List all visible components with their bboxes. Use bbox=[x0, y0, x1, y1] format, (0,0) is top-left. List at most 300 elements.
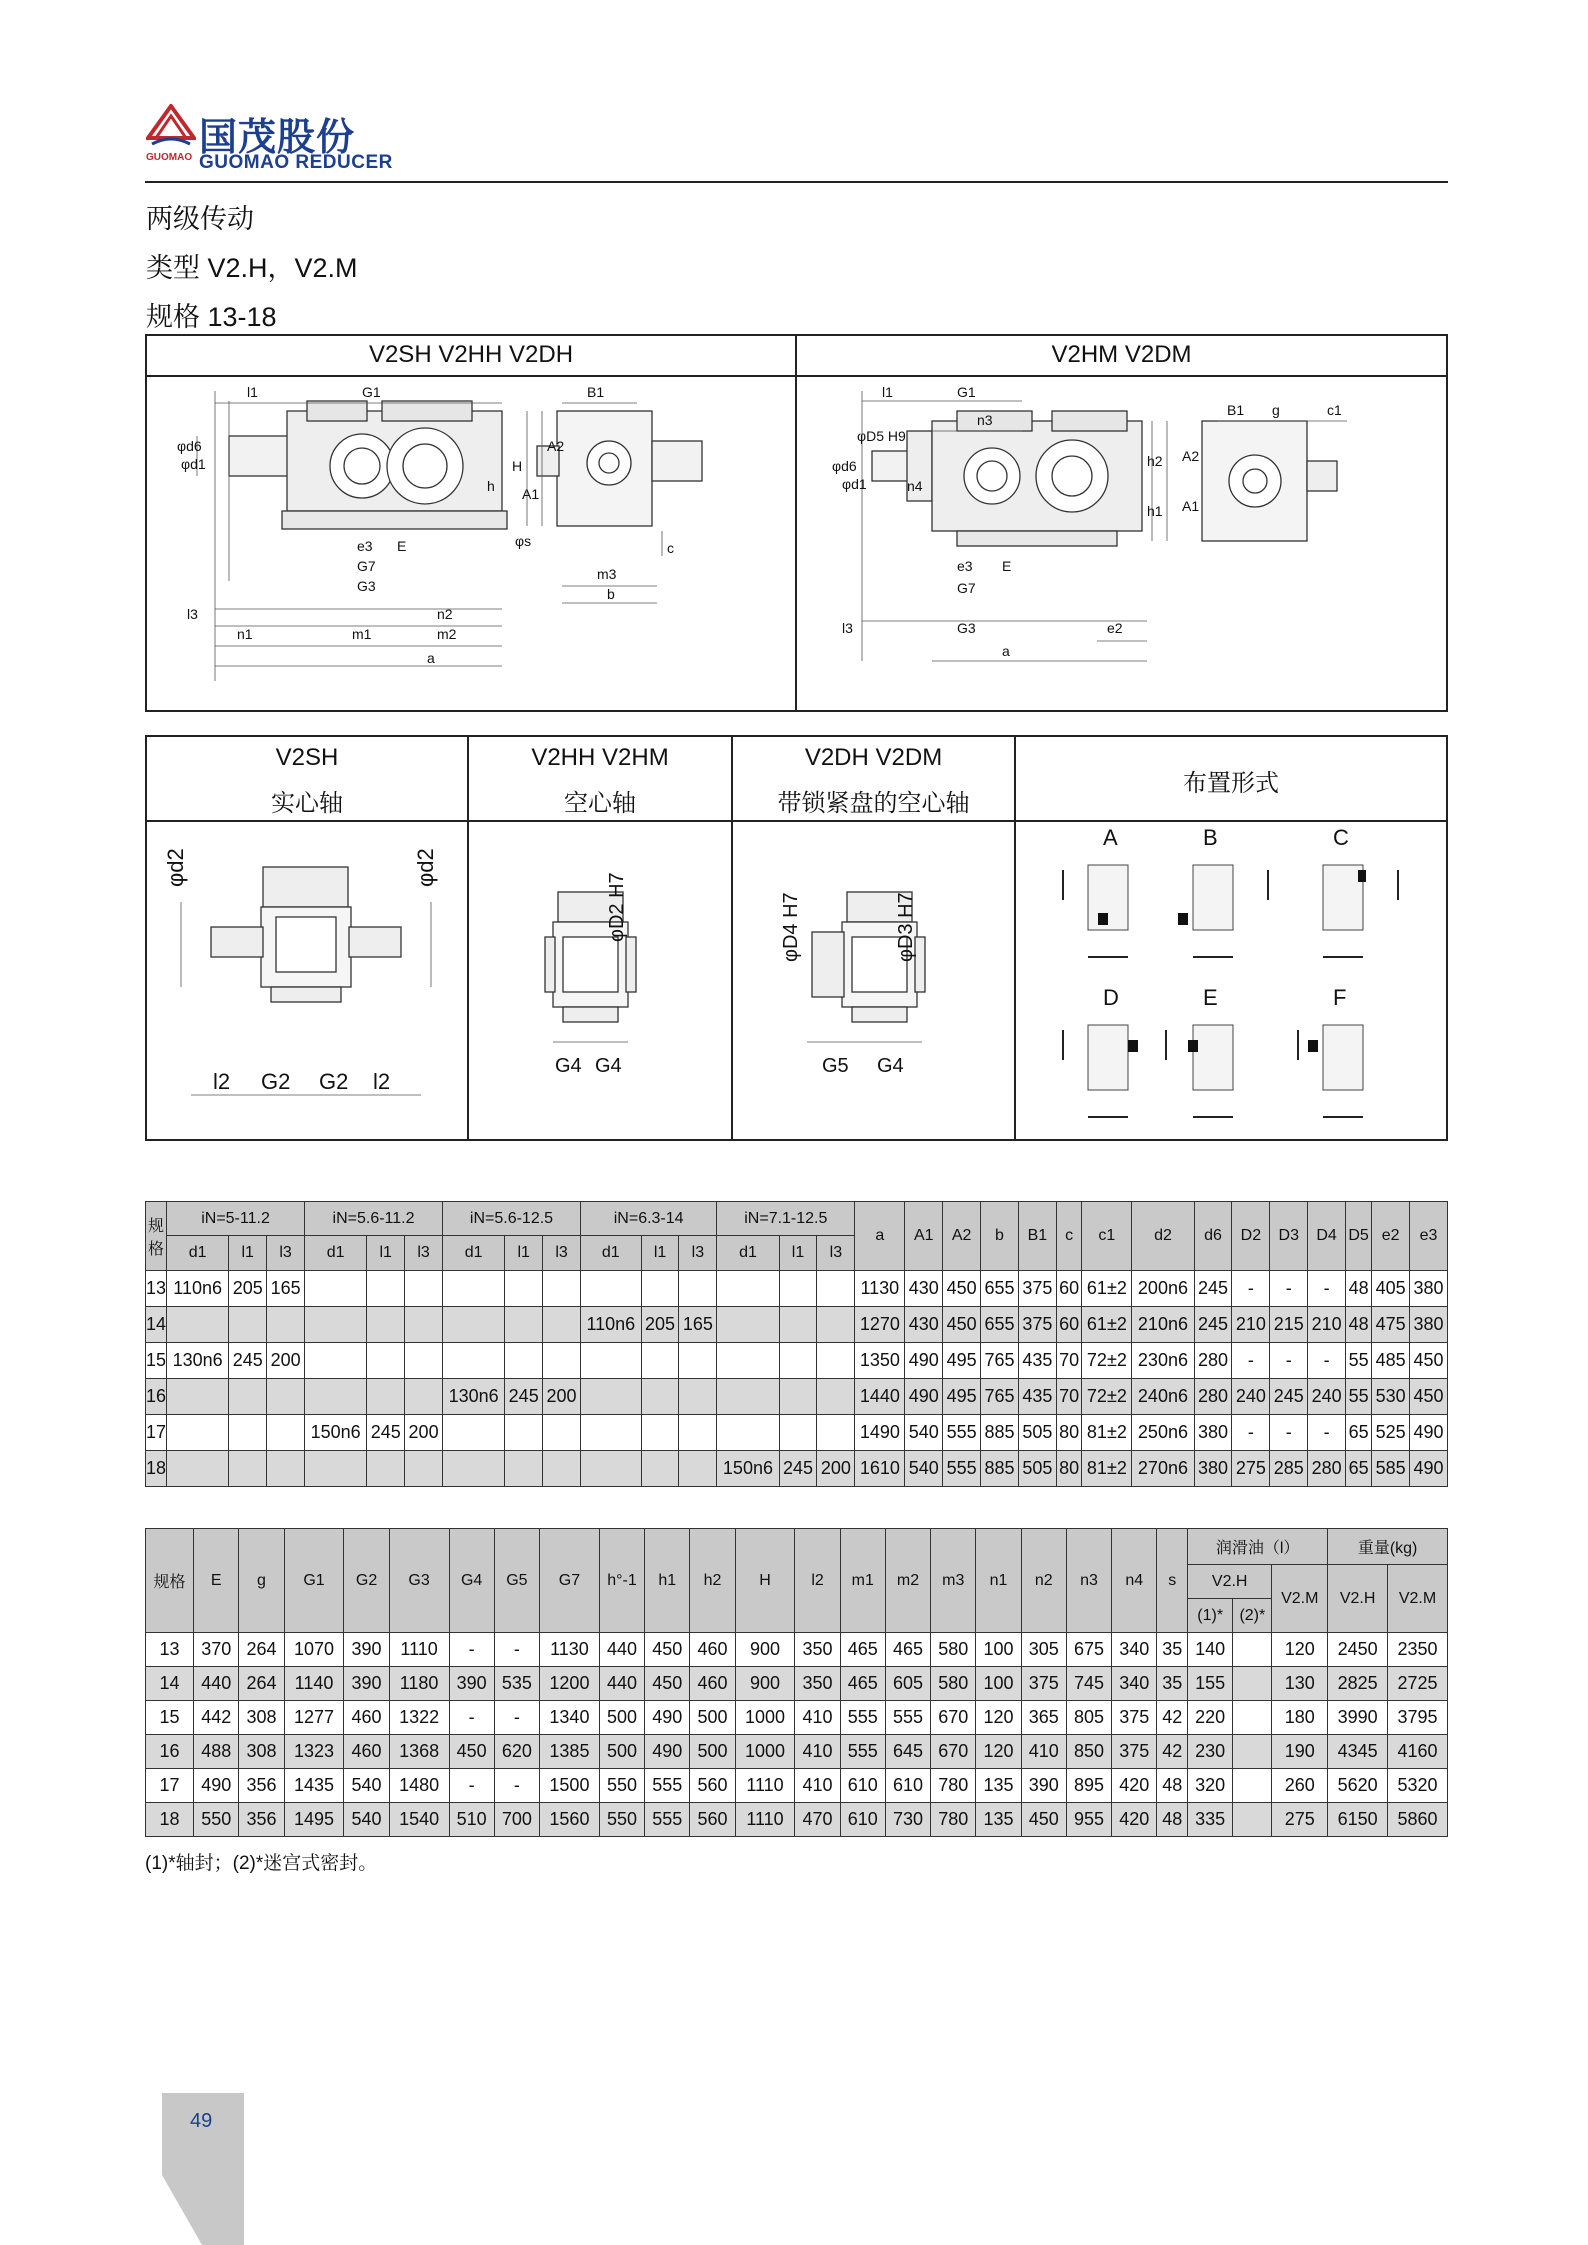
table-cell bbox=[405, 1379, 443, 1415]
t2-col-header: G7 bbox=[540, 1529, 600, 1633]
table-cell: 885 bbox=[981, 1415, 1019, 1451]
table-cell bbox=[267, 1415, 305, 1451]
svg-text:φd2: φd2 bbox=[413, 848, 438, 887]
t2-oil-header: 润滑油（l） bbox=[1188, 1529, 1328, 1565]
table-cell: 645 bbox=[885, 1735, 930, 1769]
table-cell: 375 bbox=[1018, 1271, 1056, 1307]
table-cell: 580 bbox=[931, 1633, 976, 1667]
table-cell bbox=[817, 1379, 855, 1415]
table-cell: 670 bbox=[931, 1701, 976, 1735]
variant-title-solid: V2SH bbox=[275, 744, 339, 771]
svg-text:φD4 H7: φD4 H7 bbox=[780, 892, 802, 962]
t1-group-1: iN=5.6-11.2 bbox=[305, 1202, 443, 1236]
svg-text:m3: m3 bbox=[597, 566, 617, 582]
variant-title-locking: V2DH V2DM bbox=[804, 744, 943, 771]
table-cell: 675 bbox=[1066, 1633, 1111, 1667]
table-cell: 450 bbox=[645, 1667, 690, 1701]
table-cell: 490 bbox=[905, 1343, 943, 1379]
table-cell bbox=[305, 1379, 367, 1415]
svg-text:e2: e2 bbox=[1107, 620, 1123, 636]
table-cell: 356 bbox=[239, 1769, 284, 1803]
table-cell: 205 bbox=[641, 1307, 679, 1343]
table-cell: 18 bbox=[146, 1451, 167, 1487]
table-cell: 155 bbox=[1188, 1667, 1233, 1701]
table-cell: 900 bbox=[735, 1667, 795, 1701]
table-cell: 264 bbox=[239, 1633, 284, 1667]
table-cell: 200 bbox=[543, 1379, 581, 1415]
table-cell: 465 bbox=[840, 1667, 885, 1701]
table-cell: 285 bbox=[1270, 1451, 1308, 1487]
table-cell: 165 bbox=[679, 1307, 717, 1343]
table-cell: 2450 bbox=[1328, 1633, 1388, 1667]
table-cell bbox=[717, 1271, 779, 1307]
dimension-table-2 bbox=[145, 1528, 1448, 1837]
table-cell: 65 bbox=[1346, 1451, 1372, 1487]
table-cell bbox=[641, 1451, 679, 1487]
t1-col-c: c bbox=[1056, 1202, 1082, 1271]
table-cell: - bbox=[1308, 1415, 1346, 1451]
table-cell: 510 bbox=[449, 1803, 494, 1837]
table-cell: 410 bbox=[1021, 1735, 1066, 1769]
table-cell: 48 bbox=[1157, 1803, 1188, 1837]
t1-col-B1: B1 bbox=[1018, 1202, 1056, 1271]
table-cell: 48 bbox=[1157, 1769, 1188, 1803]
table-cell bbox=[367, 1343, 405, 1379]
table-cell: 488 bbox=[194, 1735, 239, 1769]
t1-col-d6: d6 bbox=[1194, 1202, 1232, 1271]
t2-col-header: m1 bbox=[840, 1529, 885, 1633]
table-cell bbox=[229, 1307, 267, 1343]
page-number: 49 bbox=[190, 2110, 213, 2132]
table-cell: 210n6 bbox=[1132, 1307, 1194, 1343]
t1-group-3: iN=6.3-14 bbox=[580, 1202, 716, 1236]
t1-sub-l3: l3 bbox=[679, 1236, 717, 1271]
table-cell: 17 bbox=[146, 1415, 167, 1451]
table-cell: 70 bbox=[1056, 1343, 1082, 1379]
drawing-title-left: V2SH V2HH V2DH bbox=[368, 341, 574, 368]
page-subtitle-size: 规格 13-18 bbox=[146, 302, 277, 332]
t2-col-header: h2 bbox=[690, 1529, 735, 1633]
table-cell bbox=[679, 1379, 717, 1415]
table-cell bbox=[779, 1307, 817, 1343]
t2-oil-v2m: V2.M bbox=[1272, 1565, 1328, 1633]
svg-text:b: b bbox=[607, 586, 615, 602]
svg-text:G2: G2 bbox=[261, 1069, 291, 1094]
table-cell bbox=[641, 1343, 679, 1379]
table-cell: 1495 bbox=[284, 1803, 344, 1837]
t2-col-header: s bbox=[1157, 1529, 1188, 1633]
table-cell bbox=[167, 1379, 229, 1415]
arrangement-title: 布置形式 bbox=[1183, 770, 1279, 797]
svg-text:n4: n4 bbox=[907, 478, 923, 494]
table-cell: 410 bbox=[795, 1769, 840, 1803]
table-cell: 245 bbox=[367, 1415, 405, 1451]
svg-text:A1: A1 bbox=[522, 486, 540, 502]
table-cell: 240 bbox=[1232, 1379, 1270, 1415]
dimension-table-1 bbox=[145, 1201, 1448, 1487]
table-cell bbox=[543, 1343, 581, 1379]
table-cell: 780 bbox=[931, 1769, 976, 1803]
table-cell: 780 bbox=[931, 1803, 976, 1837]
table-cell bbox=[405, 1271, 443, 1307]
table-cell: 308 bbox=[239, 1735, 284, 1769]
header-divider bbox=[145, 181, 1448, 183]
table-cell bbox=[1233, 1803, 1272, 1837]
table-cell: - bbox=[494, 1633, 539, 1667]
brand-name-en: GUOMAO REDUCER bbox=[199, 152, 393, 173]
table-cell: 350 bbox=[795, 1667, 840, 1701]
drawing-locking-disc-shaft bbox=[737, 827, 1011, 1132]
t1-sub-l3: l3 bbox=[817, 1236, 855, 1271]
table-cell: 15 bbox=[146, 1343, 167, 1379]
table-cell bbox=[443, 1415, 505, 1451]
table-cell: 555 bbox=[943, 1451, 981, 1487]
svg-text:A2: A2 bbox=[547, 438, 565, 454]
table-cell: 490 bbox=[645, 1701, 690, 1735]
svg-text:φD2 H7: φD2 H7 bbox=[606, 872, 628, 942]
t1-group-2: iN=5.6-12.5 bbox=[443, 1202, 581, 1236]
table-cell bbox=[505, 1307, 543, 1343]
table-cell: 410 bbox=[795, 1701, 840, 1735]
table-cell: 505 bbox=[1018, 1415, 1056, 1451]
guomao-logo-icon bbox=[146, 104, 196, 152]
table-cell bbox=[543, 1271, 581, 1307]
table-cell: 6150 bbox=[1328, 1803, 1388, 1837]
table-cell: 4345 bbox=[1328, 1735, 1388, 1769]
table-row bbox=[146, 1379, 1448, 1415]
table-cell bbox=[267, 1379, 305, 1415]
table-cell bbox=[1233, 1769, 1272, 1803]
table-cell: 435 bbox=[1018, 1343, 1056, 1379]
t2-col-header: E bbox=[194, 1529, 239, 1633]
table-cell: 765 bbox=[981, 1343, 1019, 1379]
variant-sub-locking: 带锁紧盘的空心轴 bbox=[777, 790, 970, 817]
table-cell bbox=[543, 1415, 581, 1451]
table-cell: 60 bbox=[1056, 1271, 1082, 1307]
table-cell: 460 bbox=[344, 1701, 389, 1735]
table-cell: 1130 bbox=[540, 1633, 600, 1667]
table-cell: 485 bbox=[1372, 1343, 1410, 1379]
t2-col-header: g bbox=[239, 1529, 284, 1633]
variant-sub-hollow: 空心轴 bbox=[564, 790, 636, 817]
table-cell: 3795 bbox=[1388, 1701, 1448, 1735]
t1-sub-l1: l1 bbox=[505, 1236, 543, 1271]
variant-title-hollow: V2HH V2HM bbox=[531, 744, 669, 771]
table-cell: 850 bbox=[1066, 1735, 1111, 1769]
table-cell: 390 bbox=[1021, 1769, 1066, 1803]
table-cell: 375 bbox=[1112, 1735, 1157, 1769]
table-cell: 460 bbox=[344, 1735, 389, 1769]
table-cell bbox=[1233, 1701, 1272, 1735]
table-cell: 65 bbox=[1346, 1415, 1372, 1451]
table-cell: 5320 bbox=[1388, 1769, 1448, 1803]
table-cell: 5860 bbox=[1388, 1803, 1448, 1837]
t2-col-header: m2 bbox=[885, 1529, 930, 1633]
t2-col-header: l2 bbox=[795, 1529, 840, 1633]
table-cell: 1480 bbox=[389, 1769, 449, 1803]
table-cell: 730 bbox=[885, 1803, 930, 1837]
table-cell: 1200 bbox=[540, 1667, 600, 1701]
table-cell: 135 bbox=[976, 1803, 1021, 1837]
table-cell: 335 bbox=[1188, 1803, 1233, 1837]
table-cell bbox=[580, 1451, 641, 1487]
table-cell: 280 bbox=[1194, 1379, 1232, 1415]
table-cell bbox=[1233, 1667, 1272, 1701]
table-cell: 135 bbox=[976, 1769, 1021, 1803]
table-cell: 1610 bbox=[855, 1451, 905, 1487]
table-cell: 380 bbox=[1194, 1451, 1232, 1487]
table-cell: 280 bbox=[1308, 1451, 1346, 1487]
table-cell: 435 bbox=[1018, 1379, 1056, 1415]
table-cell: 16 bbox=[146, 1735, 194, 1769]
table-cell: 245 bbox=[229, 1343, 267, 1379]
table-cell: 4160 bbox=[1388, 1735, 1448, 1769]
svg-text:H: H bbox=[512, 458, 523, 474]
t2-col-header: n2 bbox=[1021, 1529, 1066, 1633]
table-cell: 1270 bbox=[855, 1307, 905, 1343]
table-cell: - bbox=[1308, 1271, 1346, 1307]
table-cell: 605 bbox=[885, 1667, 930, 1701]
table-cell bbox=[405, 1307, 443, 1343]
arrangement-d: D bbox=[1103, 985, 1119, 1010]
table-cell: 35 bbox=[1157, 1667, 1188, 1701]
table-cell bbox=[779, 1379, 817, 1415]
table-cell: 500 bbox=[599, 1701, 644, 1735]
table-cell: 356 bbox=[239, 1803, 284, 1837]
table-cell bbox=[641, 1271, 679, 1307]
table-cell: - bbox=[494, 1769, 539, 1803]
table-cell: 440 bbox=[599, 1667, 644, 1701]
svg-text:G4: G4 bbox=[555, 1055, 582, 1077]
table-cell: 540 bbox=[344, 1803, 389, 1837]
table-cell: 2725 bbox=[1388, 1667, 1448, 1701]
table-cell: 535 bbox=[494, 1667, 539, 1701]
table-cell bbox=[367, 1379, 405, 1415]
table-cell: 555 bbox=[840, 1735, 885, 1769]
table-cell: 150n6 bbox=[717, 1451, 779, 1487]
table-cell: 13 bbox=[146, 1633, 194, 1667]
svg-text:φD3 H7: φD3 H7 bbox=[895, 892, 917, 962]
svg-text:A2: A2 bbox=[1182, 448, 1200, 464]
table-cell: 250n6 bbox=[1132, 1415, 1194, 1451]
table-cell: 745 bbox=[1066, 1667, 1111, 1701]
table-cell: 180 bbox=[1272, 1701, 1328, 1735]
table-cell bbox=[305, 1343, 367, 1379]
table-cell: - bbox=[1308, 1343, 1346, 1379]
table-row bbox=[146, 1735, 1448, 1769]
t1-col-D5: D5 bbox=[1346, 1202, 1372, 1271]
svg-text:h1: h1 bbox=[1147, 503, 1163, 519]
table-cell: 1110 bbox=[735, 1803, 795, 1837]
table-cell: 1110 bbox=[389, 1633, 449, 1667]
t1-col-e3: e3 bbox=[1410, 1202, 1448, 1271]
table-cell: 585 bbox=[1372, 1451, 1410, 1487]
table-cell bbox=[817, 1343, 855, 1379]
table-cell: 500 bbox=[690, 1701, 735, 1735]
table-cell bbox=[167, 1307, 229, 1343]
table-cell: 1368 bbox=[389, 1735, 449, 1769]
table-cell bbox=[817, 1271, 855, 1307]
table-cell: - bbox=[1232, 1415, 1270, 1451]
table-cell: 245 bbox=[779, 1451, 817, 1487]
table-cell: 670 bbox=[931, 1735, 976, 1769]
table-cell: - bbox=[1232, 1271, 1270, 1307]
table-cell: 205 bbox=[229, 1271, 267, 1307]
table-cell: 450 bbox=[449, 1735, 494, 1769]
table-cell: 130 bbox=[1272, 1667, 1328, 1701]
table-cell: 420 bbox=[1112, 1803, 1157, 1837]
table-cell: 550 bbox=[194, 1803, 239, 1837]
table-cell: 475 bbox=[1372, 1307, 1410, 1343]
drawing-title-right: V2HM V2DM bbox=[1051, 341, 1192, 368]
table-cell bbox=[779, 1343, 817, 1379]
t2-col-header: h1 bbox=[645, 1529, 690, 1633]
table-cell: 500 bbox=[690, 1735, 735, 1769]
table-cell: 900 bbox=[735, 1633, 795, 1667]
arrangement-f: F bbox=[1333, 985, 1347, 1010]
svg-text:φd6: φd6 bbox=[832, 458, 857, 474]
t1-sub-l3: l3 bbox=[543, 1236, 581, 1271]
table-cell: 210 bbox=[1232, 1307, 1270, 1343]
t1-group-0: iN=5-11.2 bbox=[167, 1202, 305, 1236]
table-cell: - bbox=[449, 1633, 494, 1667]
drawing-v2m-main bbox=[807, 381, 1437, 706]
table-cell: 16 bbox=[146, 1379, 167, 1415]
t2-col-header: h°-1 bbox=[599, 1529, 644, 1633]
arrangement-diagrams bbox=[1018, 825, 1444, 1135]
svg-text:φD5 H9: φD5 H9 bbox=[857, 428, 906, 444]
table-cell: 245 bbox=[505, 1379, 543, 1415]
table-cell bbox=[505, 1415, 543, 1451]
table-cell bbox=[717, 1415, 779, 1451]
table-cell: 655 bbox=[981, 1307, 1019, 1343]
t1-col-d2: d2 bbox=[1132, 1202, 1194, 1271]
t1-sub-l1: l1 bbox=[779, 1236, 817, 1271]
svg-text:l1: l1 bbox=[247, 384, 258, 400]
table-cell: 380 bbox=[1410, 1271, 1448, 1307]
t1-group-4: iN=7.1-12.5 bbox=[717, 1202, 855, 1236]
table-cell: 17 bbox=[146, 1769, 194, 1803]
table-cell: 340 bbox=[1112, 1667, 1157, 1701]
table-cell: 490 bbox=[645, 1735, 690, 1769]
table-row bbox=[146, 1307, 1448, 1343]
t2-weight-v2h: V2.H bbox=[1328, 1565, 1388, 1633]
table-row bbox=[146, 1701, 1448, 1735]
table-cell: 210 bbox=[1308, 1307, 1346, 1343]
drawing-v2h-main bbox=[157, 381, 787, 706]
svg-text:φd1: φd1 bbox=[842, 476, 867, 492]
table-cell: 5620 bbox=[1328, 1769, 1388, 1803]
page-title: 两级传动 bbox=[146, 204, 254, 234]
table-cell bbox=[505, 1271, 543, 1307]
table-cell bbox=[443, 1343, 505, 1379]
arrangement-a: A bbox=[1103, 825, 1118, 850]
table-cell: 1435 bbox=[284, 1769, 344, 1803]
svg-text:l2: l2 bbox=[213, 1069, 231, 1094]
table-cell bbox=[779, 1415, 817, 1451]
drawing-hollow-shaft bbox=[473, 827, 728, 1132]
table-cell: 460 bbox=[690, 1667, 735, 1701]
arrangement-b: B bbox=[1203, 825, 1218, 850]
table-cell: 13 bbox=[146, 1271, 167, 1307]
table-cell: 560 bbox=[690, 1803, 735, 1837]
table-cell bbox=[580, 1379, 641, 1415]
t2-col-header: G2 bbox=[344, 1529, 389, 1633]
table-cell: 450 bbox=[1410, 1343, 1448, 1379]
table-cell: 530 bbox=[1372, 1379, 1410, 1415]
table-cell: 450 bbox=[645, 1633, 690, 1667]
t1-sub-l3: l3 bbox=[267, 1236, 305, 1271]
table-cell: 305 bbox=[1021, 1633, 1066, 1667]
table-cell bbox=[580, 1343, 641, 1379]
table-cell: 490 bbox=[1410, 1415, 1448, 1451]
table-cell: 525 bbox=[1372, 1415, 1410, 1451]
table-cell bbox=[229, 1379, 267, 1415]
arrangement-grid bbox=[1018, 825, 1444, 1135]
table-cell: 380 bbox=[1194, 1415, 1232, 1451]
t1-col-c1: c1 bbox=[1082, 1202, 1132, 1271]
table-cell: 405 bbox=[1372, 1271, 1410, 1307]
table-cell: 55 bbox=[1346, 1343, 1372, 1379]
svg-text:l1: l1 bbox=[882, 384, 893, 400]
page-subtitle-type: 类型 V2.H，V2.M bbox=[146, 253, 358, 283]
table-cell bbox=[779, 1271, 817, 1307]
table-cell: 450 bbox=[943, 1271, 981, 1307]
table-cell bbox=[267, 1451, 305, 1487]
svg-text:B1: B1 bbox=[587, 384, 605, 400]
table-cell: 1000 bbox=[735, 1701, 795, 1735]
table-cell bbox=[679, 1451, 717, 1487]
table-cell: 264 bbox=[239, 1667, 284, 1701]
table-cell bbox=[679, 1271, 717, 1307]
table-cell: 490 bbox=[1410, 1451, 1448, 1487]
table-cell: 1130 bbox=[855, 1271, 905, 1307]
table-cell: 1180 bbox=[389, 1667, 449, 1701]
table-cell: 120 bbox=[1272, 1633, 1328, 1667]
table-cell: 450 bbox=[1021, 1803, 1066, 1837]
table-cell bbox=[405, 1451, 443, 1487]
t2-col-header: G5 bbox=[494, 1529, 539, 1633]
table-cell: 580 bbox=[931, 1667, 976, 1701]
table-cell: 245 bbox=[1270, 1379, 1308, 1415]
table-cell: 375 bbox=[1018, 1307, 1056, 1343]
svg-text:φd1: φd1 bbox=[181, 456, 206, 472]
table-cell bbox=[443, 1271, 505, 1307]
t1-col-D4: D4 bbox=[1308, 1202, 1346, 1271]
table-cell: 440 bbox=[599, 1633, 644, 1667]
table-cell: 450 bbox=[1410, 1379, 1448, 1415]
table-cell: 215 bbox=[1270, 1307, 1308, 1343]
table-cell: 14 bbox=[146, 1667, 194, 1701]
table-cell: 230 bbox=[1188, 1735, 1233, 1769]
svg-text:G5: G5 bbox=[822, 1055, 849, 1077]
table-cell: 440 bbox=[194, 1667, 239, 1701]
table-cell bbox=[1233, 1633, 1272, 1667]
table-cell bbox=[543, 1307, 581, 1343]
table-cell: 80 bbox=[1056, 1451, 1082, 1487]
table-cell: 700 bbox=[494, 1803, 539, 1837]
table-cell: 275 bbox=[1232, 1451, 1270, 1487]
table-cell bbox=[580, 1415, 641, 1451]
table-cell: 1385 bbox=[540, 1735, 600, 1769]
table-row bbox=[146, 1343, 1448, 1379]
table-cell bbox=[229, 1451, 267, 1487]
table-cell: 240n6 bbox=[1132, 1379, 1194, 1415]
t1-col-A1: A1 bbox=[905, 1202, 943, 1271]
t1-sub-l1: l1 bbox=[229, 1236, 267, 1271]
table-cell: 275 bbox=[1272, 1803, 1328, 1837]
t1-col-e2: e2 bbox=[1372, 1202, 1410, 1271]
